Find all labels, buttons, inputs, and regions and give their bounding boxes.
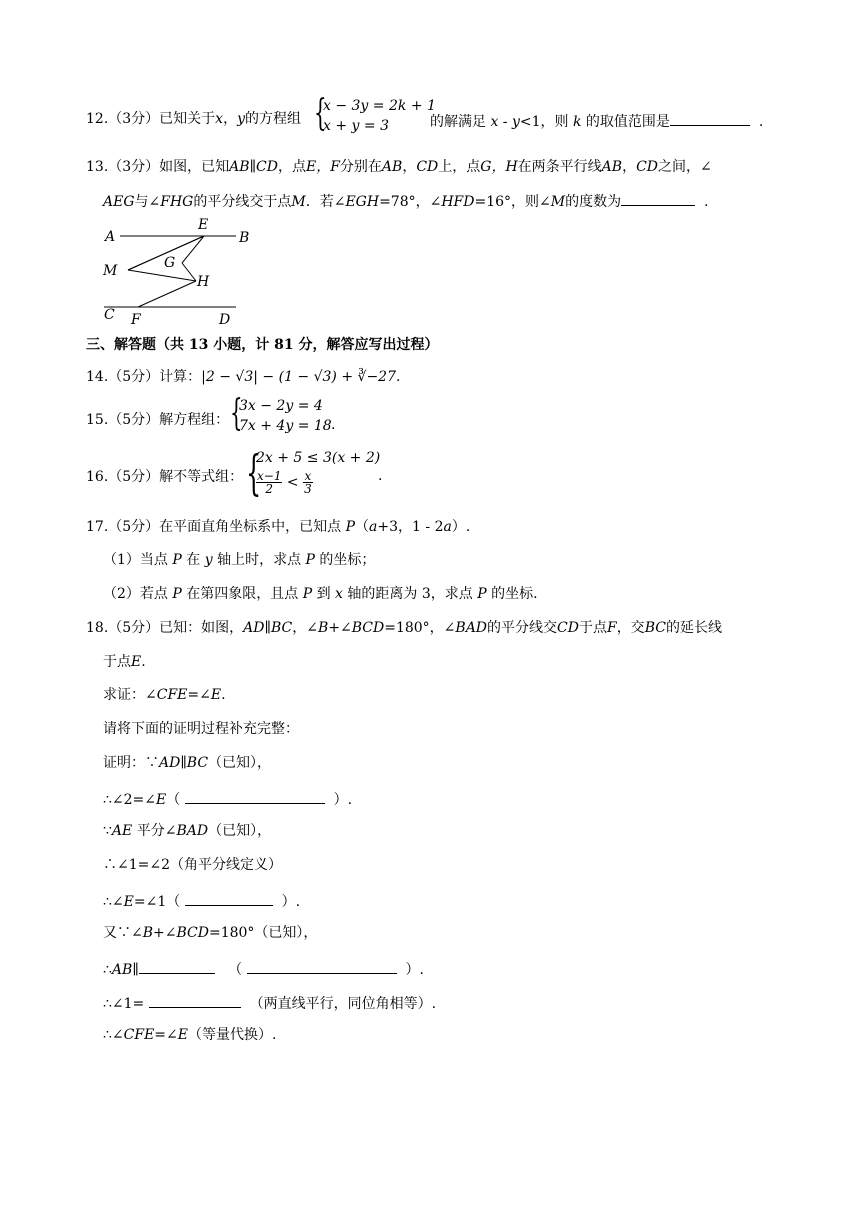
q16-ineq1: 2x + 5 ≤ 3(x + 2) <box>256 450 381 466</box>
question-13-line1: 13.（3分）如图，已知AB∥CD，点E，F分别在AB，CD上，点G，H在两条平行线AB，CD之间，∠ <box>86 159 712 175</box>
proof-blank-4[interactable] <box>247 958 397 974</box>
q12-equation-system <box>314 93 436 138</box>
q16-inequality-system: { 2x + 5 ≤ 3(x + 2) $\frac{x-1}{2}$ < $\frac{x}{3}$ . <box>246 445 383 501</box>
label-g: G <box>164 255 176 271</box>
q12-answer-blank[interactable] <box>670 110 750 126</box>
proof-step-2: ∴∠2=∠E（ ）. <box>103 788 352 809</box>
q13-answer-blank[interactable] <box>621 190 695 206</box>
question-17-part1: （1）当点 P 在 y 轴上时，求点 P 的坐标； <box>103 552 376 568</box>
q16-ineq2: $\frac{x-1}{2}$ < $\frac{x}{3}$ <box>257 469 312 496</box>
q15-eq1: 3x − 2y = 4 <box>239 398 323 414</box>
proof-blank-2[interactable] <box>185 890 273 906</box>
q15-equation-system: { 3x − 2y = 4 7x + 4y = 18 . <box>230 393 336 434</box>
question-17: 17.（5分）在平面直角坐标系中，已知点 P（a+3，1 - 2a）. <box>86 519 471 535</box>
proof-blank-5[interactable] <box>149 992 241 1008</box>
prove-statement: 求证：∠CFE=∠E. <box>103 687 226 703</box>
label-d: D <box>219 312 231 328</box>
label-b: B <box>239 230 250 246</box>
proof-step-9: ∴∠CFE=∠E（等量代换）. <box>103 1027 277 1043</box>
question-12: 12.（3分）已知关于x，y的方程组 <box>86 111 301 127</box>
segment-eg <box>182 236 204 263</box>
proof-blank-3[interactable] <box>139 958 215 974</box>
section-3-heading: 三、解答题（共 13 小题，计 81 分，解答应写出过程） <box>86 337 439 353</box>
label-a: A <box>105 229 116 245</box>
proof-blank-1[interactable] <box>185 788 325 804</box>
q12-eq2: x + y = 3 <box>323 118 389 134</box>
question-17-part2: （2）若点 P 在第四象限，且点 P 到 x 轴的距离为 3，求点 P 的坐标. <box>103 586 538 602</box>
question-18-line2: 于点E. <box>103 654 146 670</box>
instruction: 请将下面的证明过程补充完整： <box>103 721 299 737</box>
q15-eq2: 7x + 4y = 18 <box>239 418 332 434</box>
proof-step-8: ∴∠1= （两直线平行，同位角相等）. <box>103 992 436 1013</box>
question-13-line2: AEG与∠FHG的平分线交于点M．若∠EGH=78°，∠HFD=16°，则∠M的度数为 . <box>103 190 708 211</box>
label-f: F <box>131 312 141 328</box>
label-m: M <box>103 263 118 279</box>
label-c: C <box>104 307 115 323</box>
segment-hf <box>138 281 196 307</box>
q13-geometry-figure <box>100 218 280 328</box>
proof-step-5: ∴∠E=∠1（ ）. <box>103 890 300 911</box>
label-e: E <box>198 217 209 233</box>
proof-step-3: ∵AE 平分∠BAD（已知）， <box>103 823 272 839</box>
proof-step-4: ∴∠1=∠2（角平分线定义） <box>103 857 283 873</box>
label-h: H <box>197 274 210 290</box>
question-18-line1: 18.（5分）已知：如图，AD∥BC，∠B+∠BCD=180°，∠BAD的平分线交CD于点F，交BC的延长线 <box>86 620 722 636</box>
question-16: 16.（5分）解不等式组： <box>86 469 244 485</box>
proof-step-1: 证明：∵AD∥BC（已知）， <box>103 755 272 771</box>
proof-step-6: 又∵∠B+∠BCD=180°（已知）， <box>103 925 318 941</box>
brace: { <box>230 393 243 434</box>
segment-gh <box>182 263 196 281</box>
question-14: 14.（5分）计算：|2 − √3| − (1 − √3) + ∛−27. <box>86 369 401 385</box>
proof-step-7: ∴AB∥ （ ）. <box>103 958 424 979</box>
brace: { <box>246 445 262 501</box>
segment-mh <box>128 270 196 281</box>
question-15: 15.（5分）解方程组： <box>86 412 230 428</box>
q12-eq1: x − 3y = 2k + 1 <box>323 98 436 114</box>
brace: { <box>314 93 327 134</box>
